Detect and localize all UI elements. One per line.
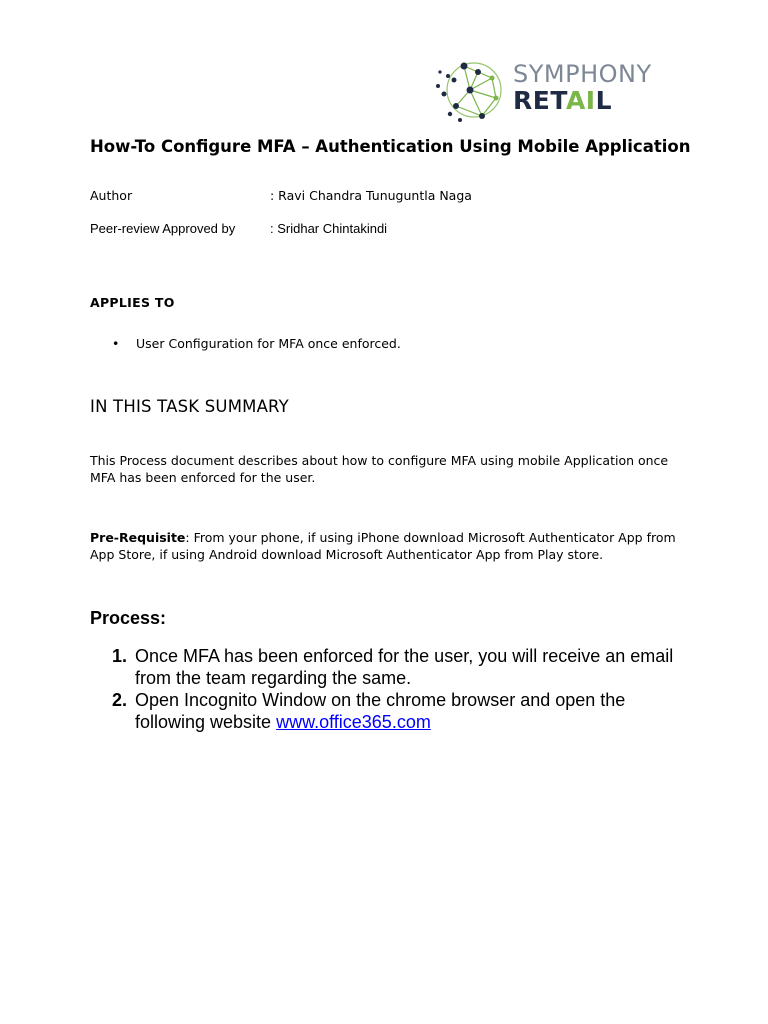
network-globe-icon [434,56,510,126]
author-label: Author [90,188,133,203]
applies-to-list [90,336,401,351]
reviewer-label: Peer-review Approved by [90,221,236,236]
applies-to-heading: APPLIES TO [90,295,175,310]
process-steps [90,645,690,733]
summary-text: This Process document describes about how to configure MFA using mobile Application once MFA has been enforced for the user. [90,453,669,485]
office365-link[interactable]: www.office365.com [276,712,431,732]
step-text: Open Incognito Window on the chrome browser and open the following website [135,690,626,732]
step-item [90,689,690,733]
step-number: 1. [112,646,128,666]
company-logo [434,56,664,126]
step-item [90,645,690,689]
process-heading: Process: [90,608,167,628]
reviewer-value: : Sridhar Chintakindi [270,221,388,236]
list-item [90,336,401,351]
brand-name-top: SYMPHONY [513,60,652,88]
step-text: Once MFA has been enforced for the user, you will receive an email from the team regarding the same. [135,646,674,688]
summary-heading: IN THIS TASK SUMMARY [90,397,289,416]
prerequisite-text: : From your phone, if using iPhone download Microsoft Authenticator App from App Store, if using Android download Microsoft Authenticator App from Play store. [90,530,676,562]
prerequisite-label: Pre-Requisite [90,530,186,545]
list-item-text: User Configuration for MFA once enforced. [136,336,401,351]
brand-name-bottom: RETAIL [513,86,613,115]
prerequisite-paragraph [90,529,690,563]
author-value: : Ravi Chandra Tunuguntla Naga [270,188,472,203]
document-title: How-To Configure MFA – Authentication Using Mobile Application [90,137,691,156]
step-number: 2. [112,690,128,710]
bullet-icon: • [112,336,120,351]
